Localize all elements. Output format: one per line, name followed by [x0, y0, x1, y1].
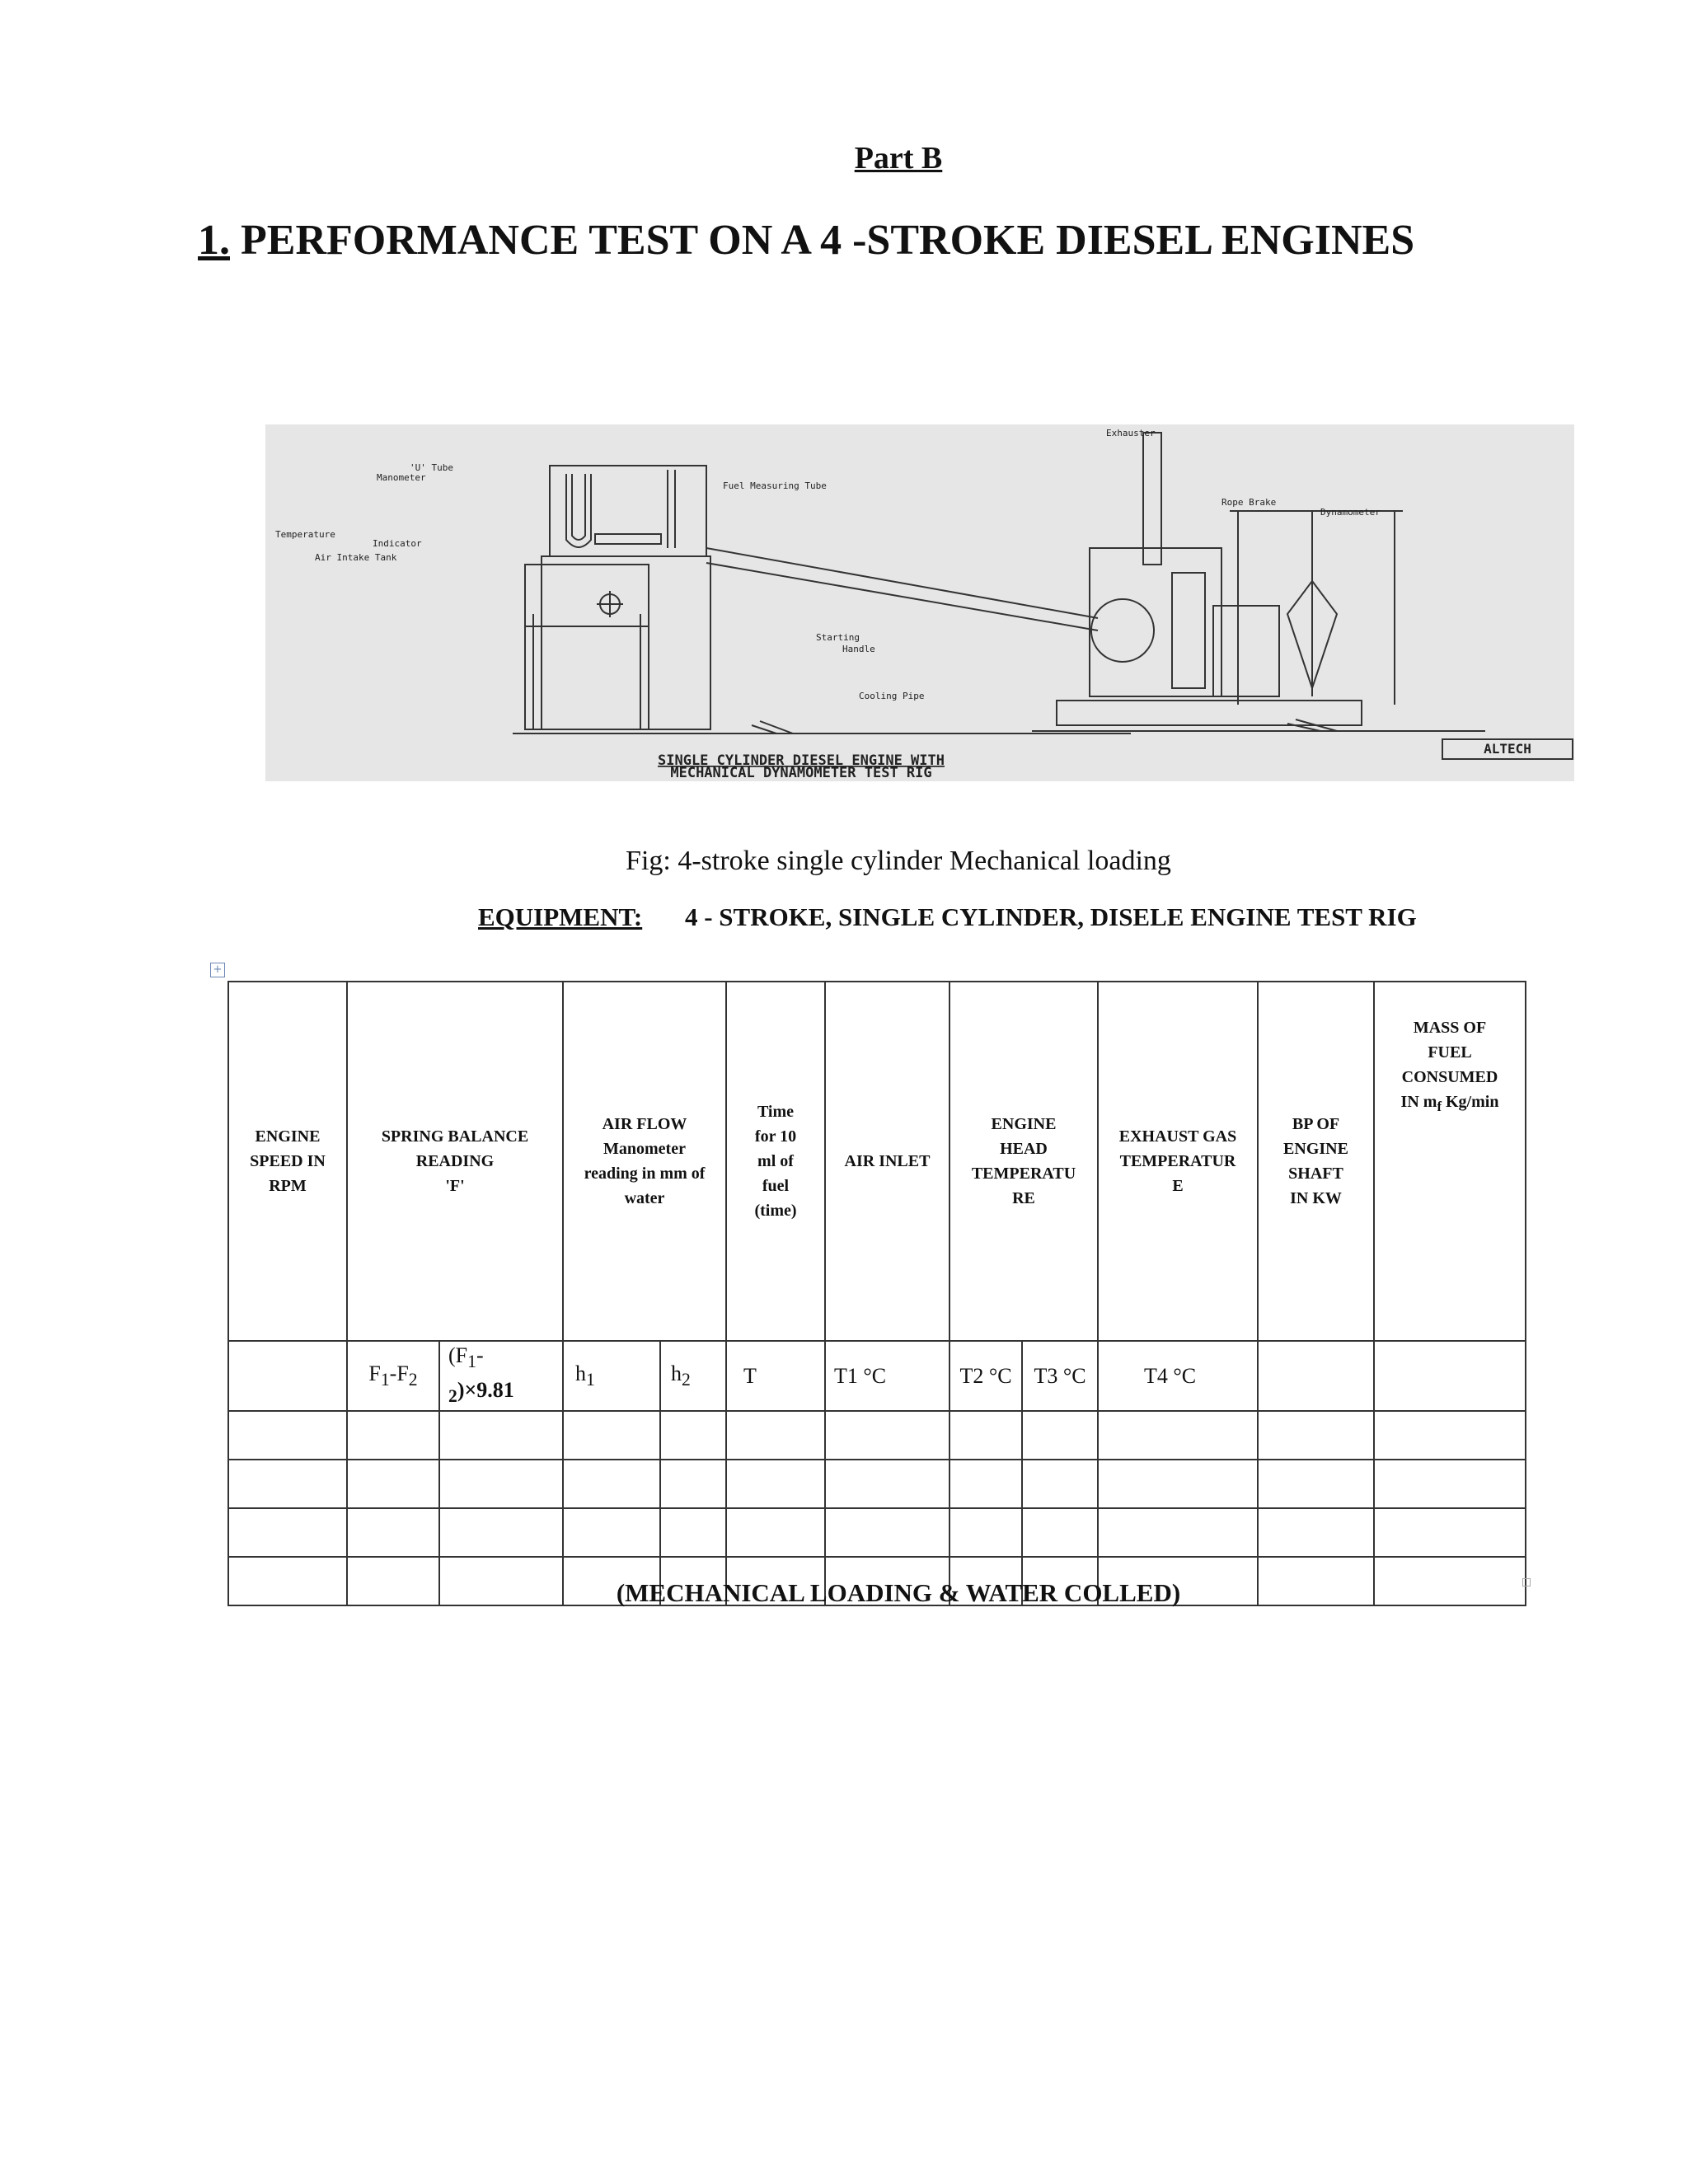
page-title: [198, 216, 1414, 265]
sub-t2: T2 °C: [950, 1341, 1022, 1411]
u-tube: [572, 474, 585, 540]
table-move-handle-icon[interactable]: +: [210, 963, 225, 977]
header-time: Time for 10 ml of fuel (time): [726, 982, 825, 1341]
equipment-value: 4 - STROKE, SINGLE CYLINDER, DISELE ENGINE TEST RIG: [684, 902, 1417, 931]
label-cooling: Cooling Pipe: [859, 691, 925, 701]
label-indicator: Indicator: [373, 538, 422, 549]
label-exhauster: Exhauster: [1106, 428, 1156, 438]
brand-label: ALTECH: [1484, 741, 1531, 757]
sub-t4: T4 °C: [1098, 1341, 1258, 1411]
sub-cell-mass: [1374, 1341, 1526, 1411]
header-exhaust-gas-temp: EXHAUST GAS TEMPERATUR E: [1098, 982, 1258, 1341]
engine-block: [1090, 548, 1221, 696]
table-row: [228, 1460, 1526, 1508]
table-caption: (MECHANICAL LOADING & WATER COLLED): [616, 1578, 1181, 1607]
engine-test-rig-figure: [265, 424, 1574, 781]
header-engine-head-temp: ENGINE HEAD TEMPERATU RE: [950, 982, 1098, 1341]
header-spring-balance: SPRING BALANCE READING 'F': [347, 982, 563, 1341]
table-header-row: [228, 982, 1526, 1341]
exhauster-pipe: [1143, 433, 1161, 565]
header-engine-speed: ENGINE SPEED IN RPM: [228, 982, 347, 1341]
label-rope-brake: Rope Brake: [1221, 497, 1277, 508]
table-row: [228, 1411, 1526, 1460]
label-starting: Starting: [816, 632, 860, 643]
sub-cell-speed: [228, 1341, 347, 1411]
header-bp: BP OF ENGINE SHAFT IN KW: [1258, 982, 1374, 1341]
header-mass-fuel: MASS OF FUEL CONSUMED IN $m_f$ Kg/min: [1374, 982, 1526, 1341]
figure-inner-caption-1: SINGLE CYLINDER DIESEL ENGINE WITH: [658, 752, 945, 769]
instrument-panel: [550, 466, 706, 556]
label-temperature: Temperature: [275, 529, 335, 540]
sub-h2: $h_2$: [660, 1341, 726, 1411]
sub-f-diff: $F_1-F_2$: [347, 1341, 439, 1411]
figure-caption: Fig: 4-stroke single cylinder Mechanical loading: [626, 846, 1171, 876]
header-air-inlet: AIR INLET: [825, 982, 950, 1341]
label-air-tank: Air Intake Tank: [315, 552, 397, 563]
sub-t: T: [726, 1341, 825, 1411]
title-number: 1.: [198, 217, 230, 264]
table-row: [228, 1508, 1526, 1557]
observation-table: [227, 981, 1526, 1606]
cabinet-frame: [525, 565, 649, 729]
temperature-indicator: [595, 534, 661, 544]
part-heading: Part B: [854, 141, 943, 176]
sub-h1: $h_1$: [563, 1341, 660, 1411]
label-manometer: Manometer: [377, 472, 426, 483]
label-fuel-tube: Fuel Measuring Tube: [723, 480, 827, 491]
sub-t1: T1 °C: [825, 1341, 950, 1411]
label-handle: Handle: [842, 644, 875, 654]
sub-f-calc: ($F_1-$ $_2$)×9.81: [439, 1341, 563, 1411]
sub-cell-bp: [1258, 1341, 1374, 1411]
equipment-line: [478, 902, 1417, 932]
figure-inner-caption-2: MECHANICAL DYNAMOMETER TEST RIG: [670, 765, 932, 781]
label-dynamometer: Dynamometer: [1320, 507, 1381, 518]
header-air-flow: AIR FLOW Manometer reading in mm of water: [563, 982, 726, 1341]
title-text: PERFORMANCE TEST ON A 4 -STROKE DIESEL ENGINES: [241, 217, 1415, 264]
sub-t3: T3 °C: [1022, 1341, 1098, 1411]
label-u-tube: 'U' Tube: [410, 462, 453, 473]
table-subheader-row: [228, 1341, 1526, 1411]
equipment-label: EQUIPMENT:: [478, 902, 643, 931]
